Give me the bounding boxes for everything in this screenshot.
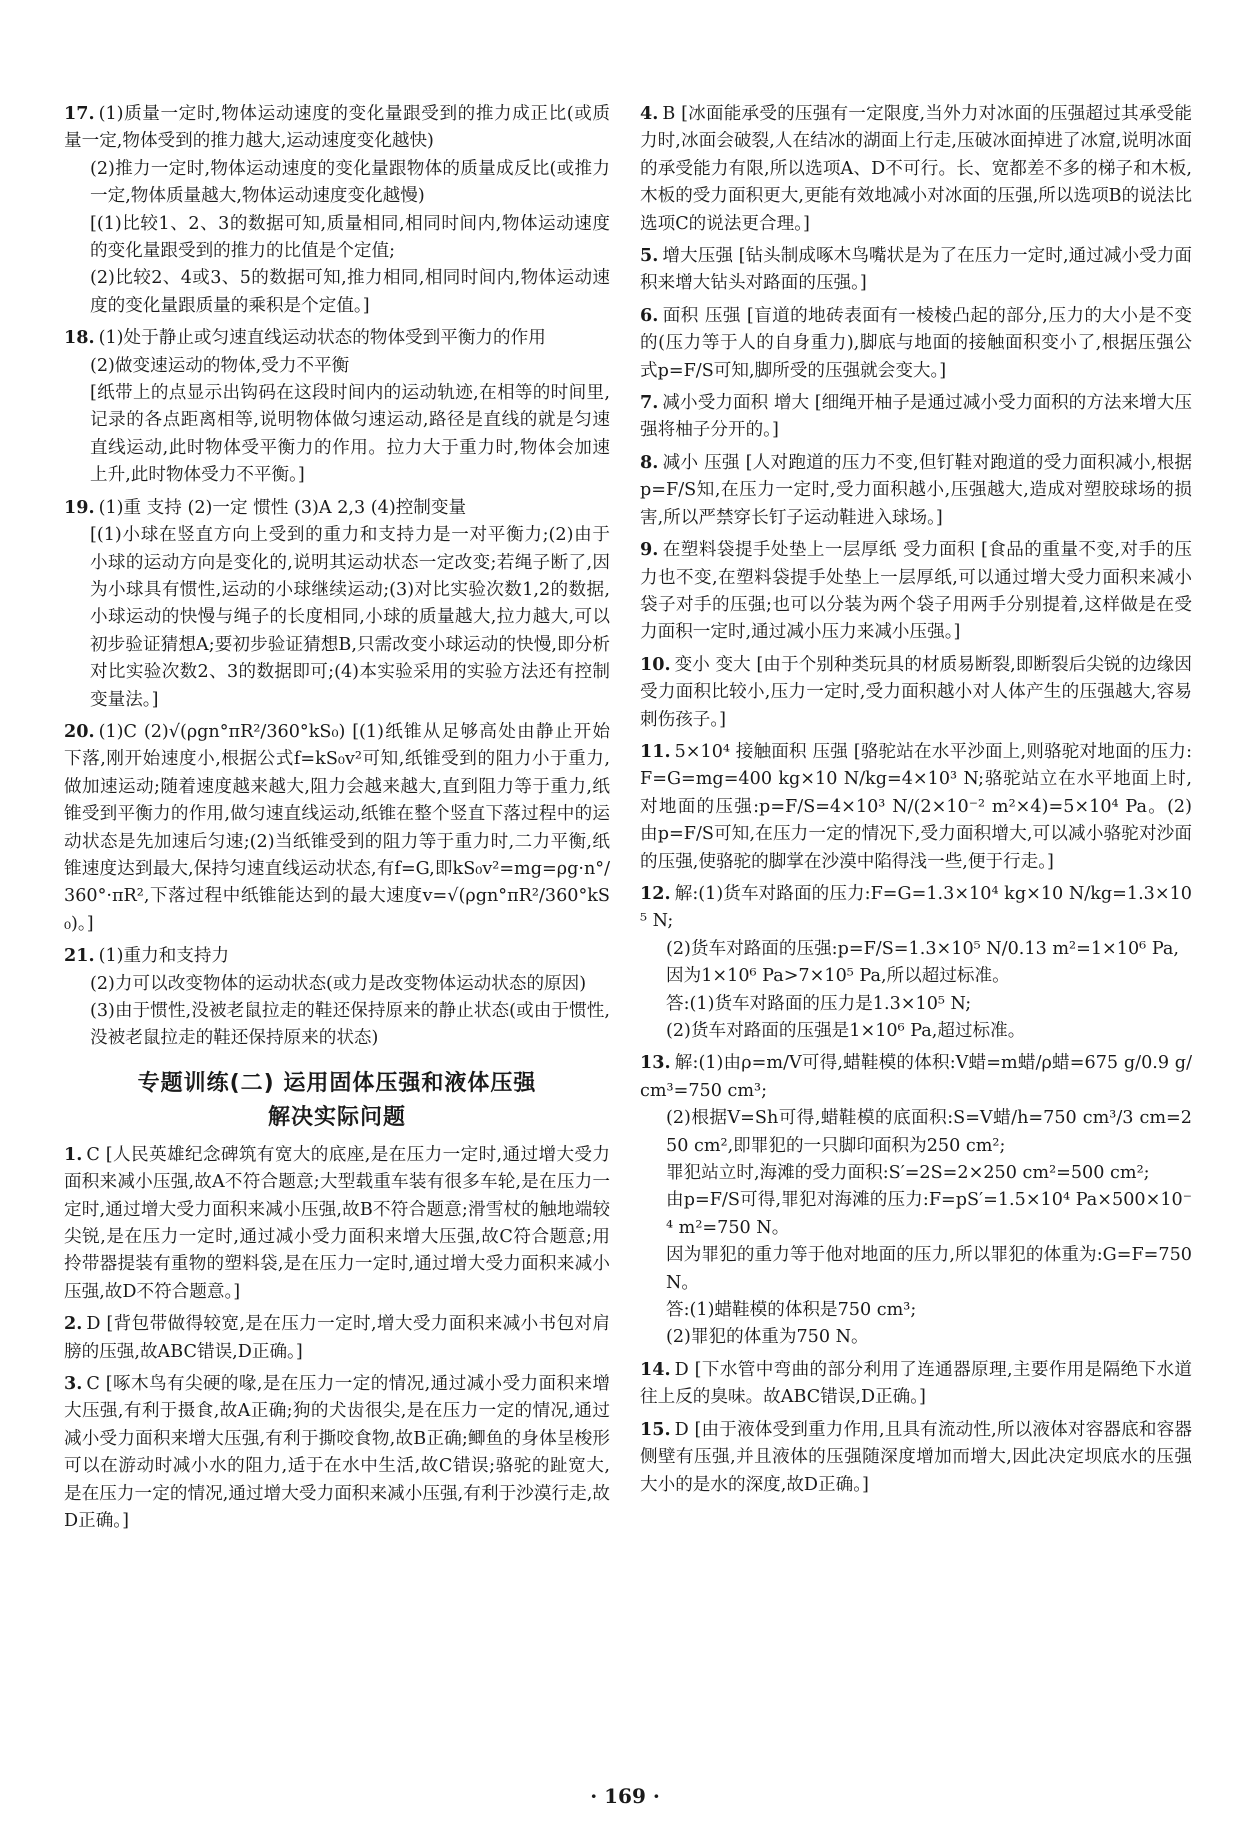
answer-item (64, 942, 610, 1053)
answer-line: 变小 变大 [由于个别种类玩具的材质易断裂,即断裂后尖锐的边缘因受力面积比较小,压力一定时,受力面积越小对人体产生的压强越大,容易刺伤孩子。] (640, 654, 1192, 730)
answer-line: (1)重力和支持力 (98, 946, 230, 967)
answer-line: (2)力可以改变物体的运动状态(或力是改变物体运动状态的原因) (90, 973, 587, 994)
answer-line: 面积 压强 [盲道的地砖表面有一棱棱凸起的部分,压力的大小是不变的(压力等于人的自身重力),脚底与地面的接触面积变小了,根据压强公式p=F/S可知,脚所受的压强就会变大。] (640, 305, 1192, 381)
answer-item (64, 718, 610, 938)
answer-line: 减小受力面积 增大 [细绳开柚子是通过减小受力面积的方法来增大压强将柚子分开的。] (640, 393, 1192, 441)
answer-item (640, 100, 1192, 238)
answer-number: 15. (640, 1418, 671, 1440)
answer-line: (2)推力一定时,物体运动速度的变化量跟物体的质量成反比(或推力一定,物体质量越大,物体运动速度变化越慢) (90, 158, 610, 207)
answer-number: 4. (640, 103, 659, 124)
answer-line: [(1)小球在竖直方向上受到的重力和支持力是一对平衡力;(2)由于小球的运动方向是变化的,说明其运动状态一定改变;若绳子断了,因为小球具有惯性,运动的小球继续运动;(3)对比实验次数1,2的数据,小球运动的快慢与绳子的长度相同,小球的质量越大,拉力越大,可以初步验证猜想A;要初步验证猜想B,只需改变小球运动的快慢,即分析对比实验次数2、3的数据即可;(4)本实验采用的实验方法还有控制变量法。] (90, 525, 610, 710)
answer-number: 2. (64, 1313, 83, 1335)
answer-item (64, 1310, 610, 1366)
answer-item (640, 651, 1192, 734)
answer-line: 在塑料袋提手处垫上一层厚纸 受力面积 [食品的重量不变,对手的压力也不变,在塑料袋提手处垫上一层厚纸,可以通过增大受力面积来减小袋子对手的压强;也可以分装为两个袋子用两手分别提着,这样做是在受力面积一定时,通过减小压力来减小压强。] (640, 540, 1192, 643)
answer-number: 11. (640, 740, 671, 762)
answer-line: C [人民英雄纪念碑筑有宽大的底座,是在压力一定时,通过增大受力面积来减小压强,故A不符合题意;大型载重车装有很多车轮,是在压力一定时,通过增大受力面积来减小压强,故B不符合题意;滑雪杖的触地端较尖锐,是在压力一定时,通过减小受力面积来增大压强,故C符合题意;用拎带器提装有重物的塑料袋,是在压力一定时,通过增大受力面积来减小压强,故D不符合题意。] (64, 1144, 610, 1302)
answer-line: B [冰面能承受的压强有一定限度,当外力对冰面的压强超过其承受能力时,冰面会破裂,人在结冰的湖面上行走,压破冰面掉进了冰窟,说明冰面的承受能力有限,所以选项A、D不可行。长、宽都差不多的梯子和木板,木板的受力面积更大,更能有效地减小对冰面的压强,所以选项B的说法比选项C的说法更合理。] (640, 104, 1192, 234)
answer-line: 答:(1)蜡鞋模的体积是750 cm³; (666, 1300, 917, 1321)
answer-line: 解:(1)货车对路面的压力:F=G=1.3×10⁴ kg×10 N/kg=1.3×10⁵ N; (640, 883, 1192, 932)
answer-line: (1)质量一定时,物体运动速度的变化量跟受到的推力成正比(或质量一定,物体受到的推力越大,运动速度变化越快) (64, 104, 610, 152)
answer-item (64, 324, 610, 489)
answer-number: 21. (64, 945, 95, 967)
answer-number: 1. (64, 1143, 83, 1165)
answer-line: 答:(1)货车对路面的压力是1.3×10⁵ N; (666, 993, 972, 1014)
answer-number: 14. (640, 1358, 671, 1380)
answer-line: 因为1×10⁶ Pa>7×10⁵ Pa,所以超过标准。 (666, 966, 1010, 987)
answer-line: D [背包带做得较宽,是在压力一定时,增大受力面积来减小书包对肩膀的压强,故ABC错误,D正确。] (64, 1314, 610, 1362)
answer-line: C [啄木鸟有尖硬的喙,是在压力一定的情况,通过减小受力面积来增大压强,有利于摄食,故A正确;狗的犬齿很尖,是在压力一定的情况,通过减小受力面积来增大压强,有利于撕咬食物,故B正确;鲫鱼的身体呈梭形可以在游动时减小水的阻力,适于在水中生活,故C错误;骆驼的趾宽大,是在压力一定的情况,通过增大受力面积来减小压强,有利于沙漠行走,故D正确。] (64, 1374, 610, 1532)
answer-number: 17. (64, 103, 95, 124)
answer-line: (2)比较2、4或3、5的数据可知,推力相同,相同时间内,物体运动速度的变化量跟质量的乘积是个定值。] (90, 268, 610, 316)
answer-number: 12. (640, 882, 671, 904)
answer-line: (1)重 支持 (2)一定 惯性 (3)A 2,3 (4)控制变量 (98, 497, 467, 518)
section-title-line-2: 解决实际问题 (267, 1104, 406, 1130)
answer-item (64, 1141, 610, 1306)
answer-number: 18. (64, 327, 95, 349)
answer-item (640, 302, 1192, 385)
answer-number: 6. (640, 304, 659, 326)
answer-item (640, 1049, 1192, 1351)
answer-line: (1)处于静止或匀速直线运动状态的物体受到平衡力的作用 (98, 328, 546, 349)
answer-item (640, 536, 1192, 647)
answer-item (640, 449, 1192, 532)
section-title (64, 1067, 610, 1135)
answer-item (640, 242, 1192, 298)
answer-line: (2)根据V=Sh可得,蜡鞋模的底面积:S=V蜡/h=750 cm³/3 cm=250 cm²,即罪犯的一只脚印面积为250 cm²; (666, 1108, 1192, 1156)
answer-line: D [由于液体受到重力作用,且具有流动性,所以液体对容器底和容器侧壁有压强,并且液体的压强随深度增加而增大,因此决定坝底水的压强大小的是水的深度,故D正确。] (640, 1419, 1192, 1495)
answer-line: 罪犯站立时,海滩的受力面积:S′=2S=2×250 cm²=500 cm²; (666, 1163, 1150, 1184)
answer-line: (1)C (2)√(ρgn°πR²/360°kS₀) [(1)纸锥从足够高处由静止开始下落,刚开始速度小,根据公式f=kS₀v²可知,纸锥受到的阻力小于重力,做加速运动;随着速度越来越大,阻力会越来越大,直到阻力等于重力,纸锥受到平衡力的作用,做匀速直线运动,纸锥在整个竖直下落过程中的运动状态是先加速后匀速;(2)当纸锥受到的阻力等于重力时,二力平衡,纸锥速度达到最大,保持匀速直线运动状态,有f=G,即kS₀v²=mg=ρg·n°/360°·πR²,下落过程中纸锥能达到的最大速度v=√(ρgn°πR²/360°kS₀)。] (64, 721, 610, 934)
right-column (640, 100, 1192, 1503)
answer-number: 13. (640, 1052, 671, 1074)
answer-number: 10. (640, 653, 671, 675)
answer-line: 增大压强 [钻头制成啄木鸟嘴状是为了在压力一定时,通过减小受力面积来增大钻头对路面的压强。] (640, 246, 1192, 294)
answer-line: (2)货车对路面的压强是1×10⁶ Pa,超过标准。 (666, 1021, 1026, 1041)
answer-line: [纸带上的点显示出钩码在这段时间内的运动轨迹,在相等的时间里,记录的各点距离相等,说明物体做匀速运动,路径是直线的就是匀速直线运动,此时物体受平衡力的作用。拉力大于重力时,物体会加速上升,此时物体受力不平衡。] (90, 383, 610, 486)
answer-line: 由p=F/S可得,罪犯对海滩的压力:F=pS′=1.5×10⁴ Pa×500×10⁻⁴ m²=750 N。 (666, 1190, 1192, 1238)
answer-item (64, 1370, 610, 1535)
right-answer-list (640, 100, 1192, 1499)
left-answer-list (64, 100, 610, 1053)
answer-line: D [下水管中弯曲的部分利用了连通器原理,主要作用是隔绝下水道往上反的臭味。故ABC错误,D正确。] (640, 1359, 1192, 1408)
answer-number: 5. (640, 245, 659, 267)
answer-number: 20. (64, 720, 95, 742)
answer-number: 8. (640, 451, 659, 473)
answer-item (64, 494, 610, 714)
answer-line: [(1)比较1、2、3的数据可知,质量相同,相同时间内,物体运动速度的变化量跟受到的推力的比值是个定值; (90, 213, 610, 262)
left-answer-list-2 (64, 1141, 610, 1536)
answer-number: 3. (64, 1373, 83, 1395)
answer-item (640, 1356, 1192, 1412)
left-column (64, 100, 610, 1540)
answer-line: (2)货车对路面的压强:p=F/S=1.3×10⁵ N/0.13 m²=1×10⁶ Pa, (666, 938, 1179, 959)
answer-item (64, 100, 610, 320)
answer-item (640, 738, 1192, 876)
answer-line: 因为罪犯的重力等于他对地面的压力,所以罪犯的体重为:G=F=750 N。 (666, 1245, 1192, 1293)
answer-line: (2)罪犯的体重为750 N。 (666, 1327, 869, 1348)
answer-line: (2)做变速运动的物体,受力不平衡 (90, 355, 350, 376)
answer-line: 减小 压强 [人对跑道的压力不变,但钉鞋对跑道的受力面积减小,根据p=F/S知,在压力一定时,受力面积越小,压强越大,造成对塑胶球场的损害,所以严禁穿长钉子运动鞋进入球场。] (640, 452, 1192, 528)
answer-number: 7. (640, 392, 659, 414)
answer-item (640, 1416, 1192, 1499)
answer-number: 9. (640, 539, 659, 561)
answer-item (640, 880, 1192, 1045)
section-title-line-1: 专题训练(二) 运用固体压强和液体压强 (137, 1070, 537, 1096)
answer-line: 5×10⁴ 接触面积 压强 [骆驼站在水平沙面上,则骆驼对地面的压力:F=G=mg=400 kg×10 N/kg=4×10³ N;骆驼站立在水平地面上时,对地面的压强:p=F/S=4×10³ N/(2×10⁻² m²×4)=5×10⁴ Pa。(2)由p=F/S可知,在压力一定的情况下,受力面积增大,可以减小骆驼对沙面的压强,使骆驼的脚掌在沙漠中陷得浅一些,便于行走。] (640, 741, 1192, 872)
answer-line: 解:(1)由ρ=m/V可得,蜡鞋模的体积:V蜡=m蜡/ρ蜡=675 g/0.9 g/cm³=750 cm³; (640, 1053, 1192, 1101)
answer-number: 19. (64, 496, 95, 518)
page-number: · 169 · (590, 1784, 660, 1808)
answer-item (640, 389, 1192, 445)
answer-line: (3)由于惯性,没被老鼠拉走的鞋还保持原来的静止状态(或由于惯性,没被老鼠拉走的鞋还保持原来的状态) (90, 1001, 610, 1049)
